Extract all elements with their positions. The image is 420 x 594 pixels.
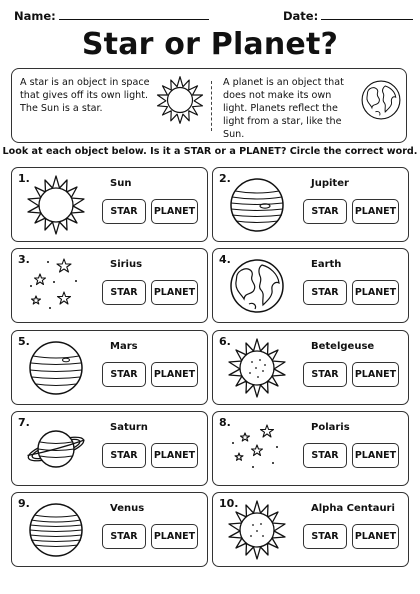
star-cluster-icon [227,419,287,479]
date-field[interactable] [283,9,413,23]
instructions: Look at each object below. Is it a STAR or a PLANET? Circle the correct word. [2,146,418,157]
item-card [11,411,208,486]
star-button[interactable]: STAR [303,280,347,305]
page-title: Star or Planet? [81,27,339,62]
item-number: 1. [18,172,30,185]
planet-button[interactable]: PLANET [151,362,198,387]
item-name: Mars [110,341,138,352]
earth-icon [227,256,287,316]
planet-button[interactable]: PLANET [151,524,198,549]
saturn-icon [20,419,92,479]
intro-divider [211,81,212,131]
item-card [212,167,409,242]
item-number: 5. [18,335,30,348]
item-name: Saturn [110,422,148,433]
planet-button[interactable]: PLANET [352,199,399,224]
name-field[interactable] [14,9,209,23]
star-button[interactable]: STAR [102,362,146,387]
item-card [11,330,208,405]
item-name: Jupiter [311,178,349,189]
planet-button[interactable]: PLANET [352,443,399,468]
star-button[interactable]: STAR [102,280,146,305]
item-card [11,492,208,567]
item-number: 3. [18,253,30,266]
item-name: Betelgeuse [311,341,375,352]
sun-icon [155,75,205,125]
star-button[interactable]: STAR [303,362,347,387]
item-number: 10. [219,497,239,510]
item-number: 9. [18,497,30,510]
item-name: Sun [110,178,132,189]
item-number: 4. [219,253,231,266]
name-label: Name: [14,9,56,23]
item-name: Sirius [110,259,143,270]
item-card [212,492,409,567]
name-line[interactable] [59,10,209,20]
star-button[interactable]: STAR [303,199,347,224]
planet-button[interactable]: PLANET [151,199,198,224]
item-card [212,411,409,486]
item-number: 2. [219,172,231,185]
item-name: Polaris [311,422,350,433]
item-name: Venus [110,503,145,514]
intro-box [11,68,407,143]
item-card [212,330,409,405]
star-button[interactable]: STAR [303,524,347,549]
planet-button[interactable]: PLANET [352,280,399,305]
item-name: Earth [311,259,342,270]
item-name: Alpha Centauri [311,503,395,514]
planet-button[interactable]: PLANET [352,524,399,549]
planet-button[interactable]: PLANET [151,280,198,305]
item-number: 8. [219,416,231,429]
mars-icon [26,338,86,398]
date-label: Date: [283,9,319,23]
sun-icon [227,338,287,398]
sun-icon [227,500,287,560]
planet-button[interactable]: PLANET [352,362,399,387]
item-number: 7. [18,416,30,429]
star-button[interactable]: STAR [102,199,146,224]
item-card [212,248,409,323]
earth-icon [360,79,402,121]
sun-icon [26,175,86,235]
planet-button[interactable]: PLANET [151,443,198,468]
item-card [11,248,208,323]
jupiter-icon [227,175,287,235]
item-card [11,167,208,242]
star-definition: A star is an object in space that gives off its own light. The Sun is a star. [20,77,150,114]
venus-icon [26,500,86,560]
planet-definition: A planet is an object that does not make its own light. Planets reflect the light from a star, like the Sun. [223,77,344,140]
star-button[interactable]: STAR [102,524,146,549]
item-number: 6. [219,335,231,348]
star-button[interactable]: STAR [102,443,146,468]
star-button[interactable]: STAR [303,443,347,468]
star-cluster-icon [26,256,86,316]
date-line[interactable] [321,10,413,20]
